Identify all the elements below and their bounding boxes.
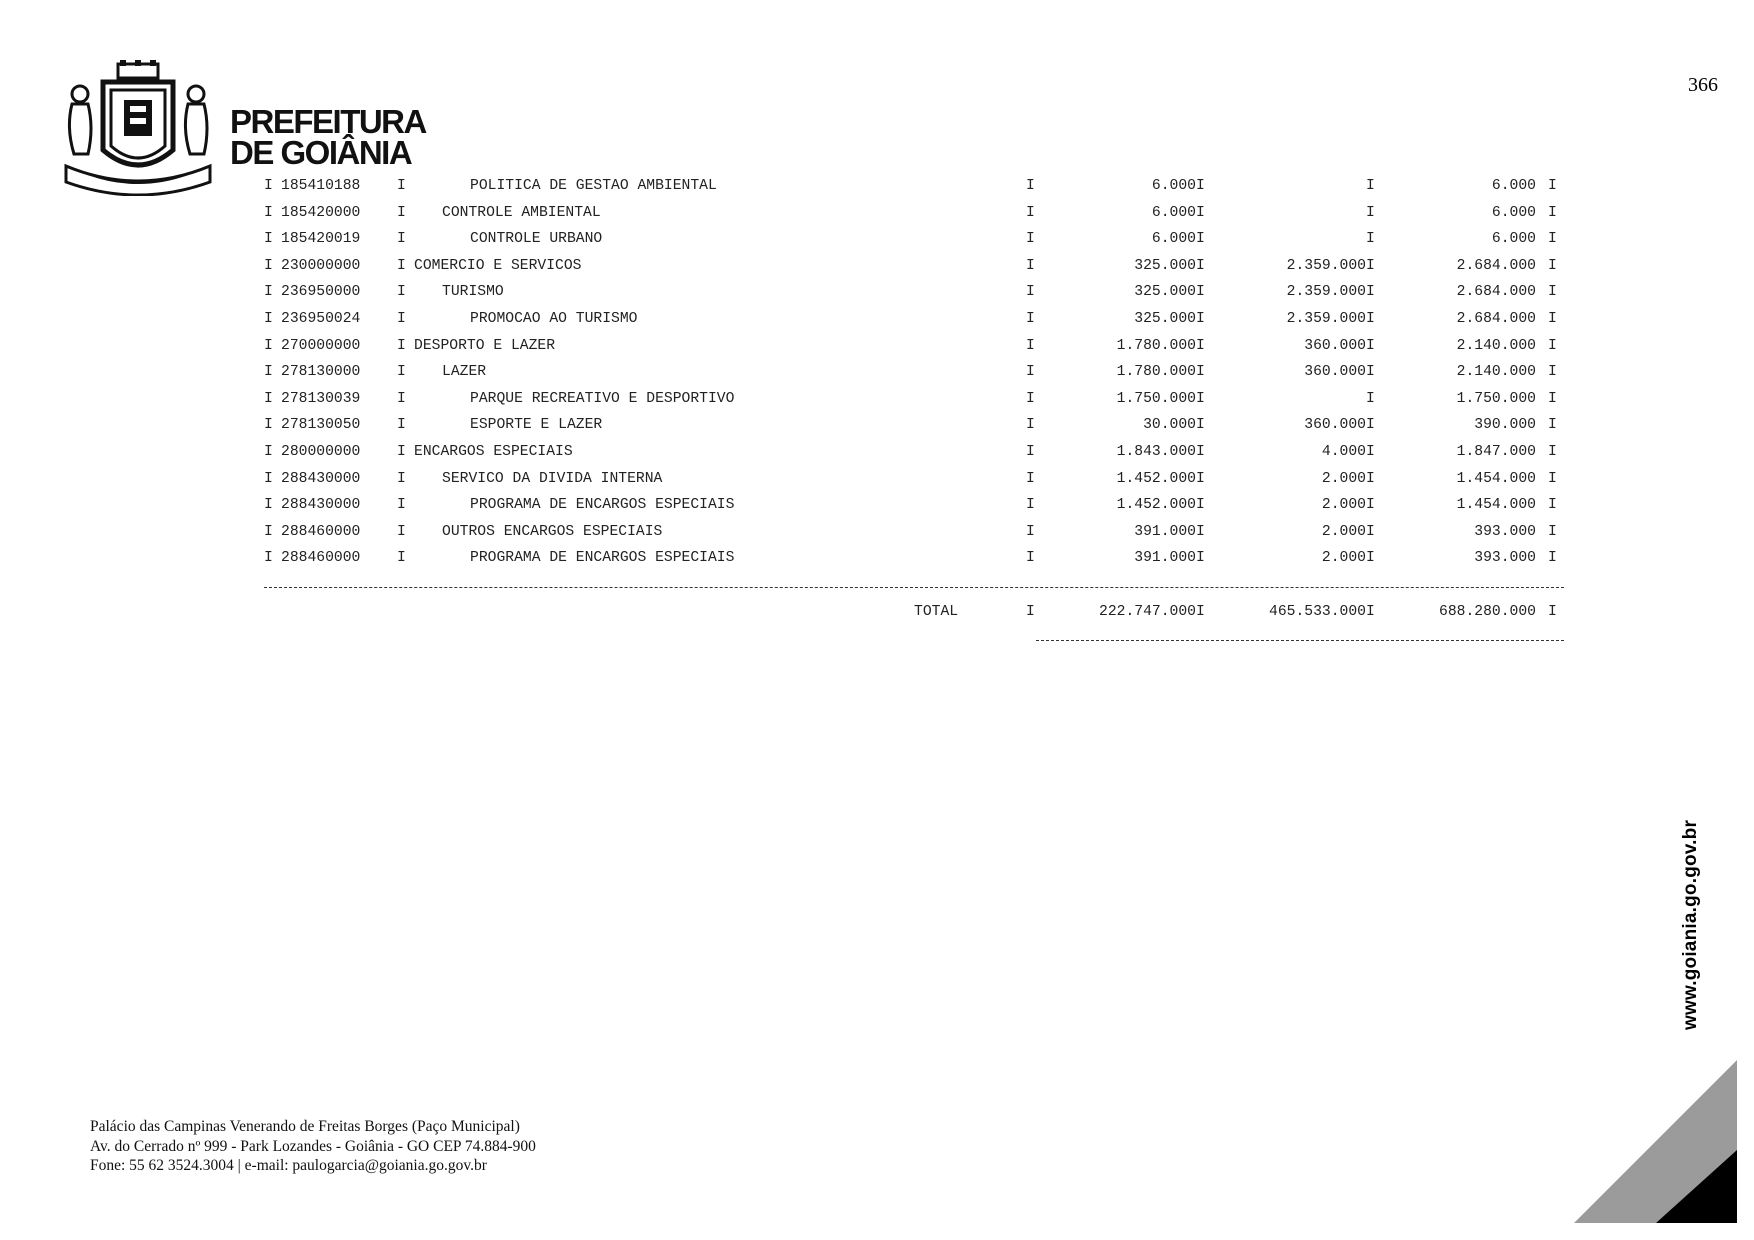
column-separator: I: [397, 550, 406, 567]
column-separator: I: [1366, 310, 1375, 327]
value-column-1: 1.452.000: [1116, 497, 1196, 514]
column-separator: I: [1026, 364, 1035, 381]
account-code: 280000000: [281, 443, 361, 460]
table-bottom-rule: [264, 587, 1564, 588]
account-description: SERVICO DA DIVIDA INTERNA: [442, 470, 663, 487]
column-separator: I: [264, 204, 273, 221]
total-value-2: 465.533.000: [1269, 604, 1366, 620]
column-separator: I: [397, 390, 406, 407]
value-column-1: 325.000: [1134, 257, 1196, 274]
column-separator: I: [1548, 523, 1557, 540]
account-code: 185410188: [281, 178, 361, 194]
column-separator: I: [1026, 550, 1035, 567]
value-column-2: 2.359.000: [1286, 257, 1366, 274]
column-separator: I: [1196, 337, 1205, 354]
total-value-1: 222.747.000: [1099, 604, 1196, 620]
account-code: 288460000: [281, 550, 361, 567]
column-separator: I: [1196, 364, 1205, 381]
column-separator: I: [1196, 204, 1205, 221]
value-column-3: 1.454.000: [1456, 470, 1536, 487]
account-code: 185420019: [281, 231, 361, 248]
column-separator: I: [397, 337, 406, 354]
column-separator: I: [1196, 284, 1205, 301]
account-code: 270000000: [281, 337, 361, 354]
brand-line-1: PREFEITURA: [230, 103, 426, 140]
column-separator: I: [264, 310, 273, 327]
account-code: 278130050: [281, 417, 361, 434]
column-separator: I: [397, 178, 406, 194]
column-separator: I: [1548, 390, 1557, 407]
account-code: 236950024: [281, 310, 361, 327]
column-separator: I: [1366, 178, 1375, 194]
footer-address: [90, 1117, 536, 1176]
account-code: 288430000: [281, 470, 361, 487]
value-column-2: 2.000: [1321, 497, 1366, 514]
account-code: 288430000: [281, 497, 361, 514]
column-separator: I: [1366, 204, 1375, 221]
value-column-1: 6.000: [1151, 204, 1196, 221]
column-separator: I: [397, 417, 406, 434]
account-description: TURISMO: [442, 284, 504, 301]
column-separator: I: [397, 257, 406, 274]
column-separator: I: [1548, 178, 1557, 194]
column-separator: I: [1026, 284, 1035, 301]
column-separator: I: [1196, 178, 1205, 194]
column-separator: I: [1026, 204, 1035, 221]
column-separator: I: [1026, 523, 1035, 540]
city-coat-of-arms-logo: [58, 58, 218, 196]
column-separator: I: [1026, 231, 1035, 248]
account-description: ESPORTE E LAZER: [470, 417, 603, 434]
value-column-1: 391.000: [1134, 523, 1196, 540]
column-separator: I: [264, 417, 273, 434]
value-column-1: 1.780.000: [1116, 337, 1196, 354]
column-separator: I: [264, 470, 273, 487]
column-separator: I: [1548, 550, 1557, 567]
column-separator: I: [1366, 523, 1375, 540]
value-column-3: 2.140.000: [1456, 364, 1536, 381]
account-code: 230000000: [281, 257, 361, 274]
column-separator: I: [397, 443, 406, 460]
column-separator: I: [1366, 550, 1375, 567]
column-separator: I: [1366, 337, 1375, 354]
column-separator: I: [264, 257, 273, 274]
corner-triangle-decoration: [1574, 1060, 1754, 1240]
column-separator: I: [397, 523, 406, 540]
value-column-3: 393.000: [1474, 523, 1536, 540]
value-column-3: 2.684.000: [1456, 310, 1536, 327]
column-separator: I: [1366, 257, 1375, 274]
column-separator: I: [1366, 364, 1375, 381]
column-separator: I: [1196, 550, 1205, 567]
value-column-3: 6.000: [1491, 204, 1536, 221]
value-column-3: 1.847.000: [1456, 443, 1536, 460]
value-column-1: 325.000: [1134, 310, 1196, 327]
account-description: PROGRAMA DE ENCARGOS ESPECIAIS: [470, 497, 735, 514]
column-separator: I: [1026, 337, 1035, 354]
column-separator: I: [1548, 443, 1557, 460]
column-separator: I: [397, 204, 406, 221]
value-column-3: 6.000: [1491, 178, 1536, 194]
column-separator: I: [1196, 470, 1205, 487]
value-column-3: 393.000: [1474, 550, 1536, 567]
value-column-1: 1.843.000: [1116, 443, 1196, 460]
account-code: 288460000: [281, 523, 361, 540]
value-column-1: 6.000: [1151, 231, 1196, 248]
column-separator: I: [1026, 178, 1035, 194]
website-url: www.goiania.go.gov.br: [1680, 819, 1701, 1030]
column-separator: I: [1026, 310, 1035, 327]
account-code: 236950000: [281, 284, 361, 301]
value-column-2: 2.359.000: [1286, 284, 1366, 301]
account-description: COMERCIO E SERVICOS: [414, 257, 582, 274]
column-separator: I: [264, 497, 273, 514]
page-number: 366: [1688, 74, 1718, 96]
column-separator: I: [264, 284, 273, 301]
value-column-1: 325.000: [1134, 284, 1196, 301]
value-column-1: 30.000: [1143, 417, 1196, 434]
column-separator: I: [264, 523, 273, 540]
account-description: DESPORTO E LAZER: [414, 337, 556, 354]
column-separator: I: [397, 364, 406, 381]
value-column-2: 360.000: [1304, 337, 1366, 354]
column-separator: I: [1196, 231, 1205, 248]
column-separator: I: [264, 231, 273, 248]
account-description: PARQUE RECREATIVO E DESPORTIVO: [470, 390, 735, 407]
column-separator: I: [397, 470, 406, 487]
value-column-2: 2.000: [1321, 550, 1366, 567]
value-column-2: 2.000: [1321, 470, 1366, 487]
column-separator: I: [264, 178, 273, 194]
column-separator: I: [1026, 257, 1035, 274]
column-separator: I: [1196, 417, 1205, 434]
value-column-3: 2.684.000: [1456, 257, 1536, 274]
brand-name: [230, 103, 426, 171]
value-column-1: 391.000: [1134, 550, 1196, 567]
value-column-3: 2.140.000: [1456, 337, 1536, 354]
column-separator: I: [1548, 604, 1557, 620]
value-column-2: 360.000: [1304, 364, 1366, 381]
column-separator: I: [397, 310, 406, 327]
account-description: POLITICA DE GESTAO AMBIENTAL: [470, 178, 717, 194]
column-separator: I: [264, 443, 273, 460]
account-description: CONTROLE AMBIENTAL: [442, 204, 601, 221]
total-label: TOTAL: [914, 604, 959, 620]
value-column-3: 390.000: [1474, 417, 1536, 434]
account-description: ENCARGOS ESPECIAIS: [414, 443, 573, 460]
value-column-1: 1.780.000: [1116, 364, 1196, 381]
footer-line-2: Av. do Cerrado nº 999 - Park Lozandes - Goiânia - GO CEP 74.884-900: [90, 1137, 536, 1155]
value-column-1: 1.750.000: [1116, 390, 1196, 407]
column-separator: I: [1548, 497, 1557, 514]
value-column-2: 4.000: [1321, 443, 1366, 460]
column-separator: I: [1026, 390, 1035, 407]
account-description: PROMOCAO AO TURISMO: [470, 310, 638, 327]
account-description: OUTROS ENCARGOS ESPECIAIS: [442, 523, 663, 540]
column-separator: I: [1548, 364, 1557, 381]
footer-line-3: Fone: 55 62 3524.3004 | e-mail: paulogarcia@goiania.go.gov.br: [90, 1157, 487, 1174]
column-separator: I: [1548, 470, 1557, 487]
column-separator: I: [1196, 390, 1205, 407]
column-separator: I: [264, 390, 273, 407]
total-row: [264, 604, 1564, 630]
account-description: PROGRAMA DE ENCARGOS ESPECIAIS: [470, 550, 735, 567]
column-separator: I: [1366, 231, 1375, 248]
column-separator: I: [1196, 310, 1205, 327]
column-separator: I: [1548, 284, 1557, 301]
column-separator: I: [1366, 470, 1375, 487]
account-code: 278130000: [281, 364, 361, 381]
account-code: 278130039: [281, 390, 361, 407]
column-separator: I: [1548, 204, 1557, 221]
column-separator: I: [1366, 390, 1375, 407]
total-underline: [1036, 640, 1564, 641]
column-separator: I: [1548, 231, 1557, 248]
value-column-3: 6.000: [1491, 231, 1536, 248]
column-separator: I: [1026, 604, 1035, 620]
column-separator: I: [397, 284, 406, 301]
total-value-3: 688.280.000: [1439, 604, 1536, 620]
value-column-3: 1.750.000: [1456, 390, 1536, 407]
column-separator: I: [397, 231, 406, 248]
column-separator: I: [1196, 443, 1205, 460]
column-separator: I: [1366, 497, 1375, 514]
value-column-2: 2.359.000: [1286, 310, 1366, 327]
column-separator: I: [1366, 284, 1375, 301]
column-separator: I: [1548, 417, 1557, 434]
value-column-3: 2.684.000: [1456, 284, 1536, 301]
account-description: CONTROLE URBANO: [470, 231, 603, 248]
column-separator: I: [1548, 310, 1557, 327]
value-column-3: 1.454.000: [1456, 497, 1536, 514]
column-separator: I: [1366, 604, 1375, 620]
column-separator: I: [1366, 443, 1375, 460]
column-separator: I: [397, 497, 406, 514]
account-code: 185420000: [281, 204, 361, 221]
column-separator: I: [1026, 470, 1035, 487]
footer-line-1: Palácio das Campinas Venerando de Freitas Borges (Paço Municipal): [90, 1118, 520, 1135]
column-separator: I: [1026, 443, 1035, 460]
column-separator: I: [1196, 497, 1205, 514]
value-column-1: 6.000: [1151, 178, 1196, 194]
column-separator: I: [1196, 257, 1205, 274]
column-separator: I: [1196, 604, 1205, 620]
column-separator: I: [264, 337, 273, 354]
column-separator: I: [1026, 417, 1035, 434]
column-separator: I: [264, 550, 273, 567]
brand-line-2: DE GOIÂNIA: [230, 134, 412, 171]
column-separator: I: [264, 364, 273, 381]
value-column-1: 1.452.000: [1116, 470, 1196, 487]
value-column-2: 360.000: [1304, 417, 1366, 434]
column-separator: I: [1196, 523, 1205, 540]
column-separator: I: [1026, 497, 1035, 514]
value-column-2: 2.000: [1321, 523, 1366, 540]
column-separator: I: [1548, 337, 1557, 354]
column-separator: I: [1548, 257, 1557, 274]
column-separator: I: [1366, 417, 1375, 434]
account-description: LAZER: [442, 364, 487, 381]
